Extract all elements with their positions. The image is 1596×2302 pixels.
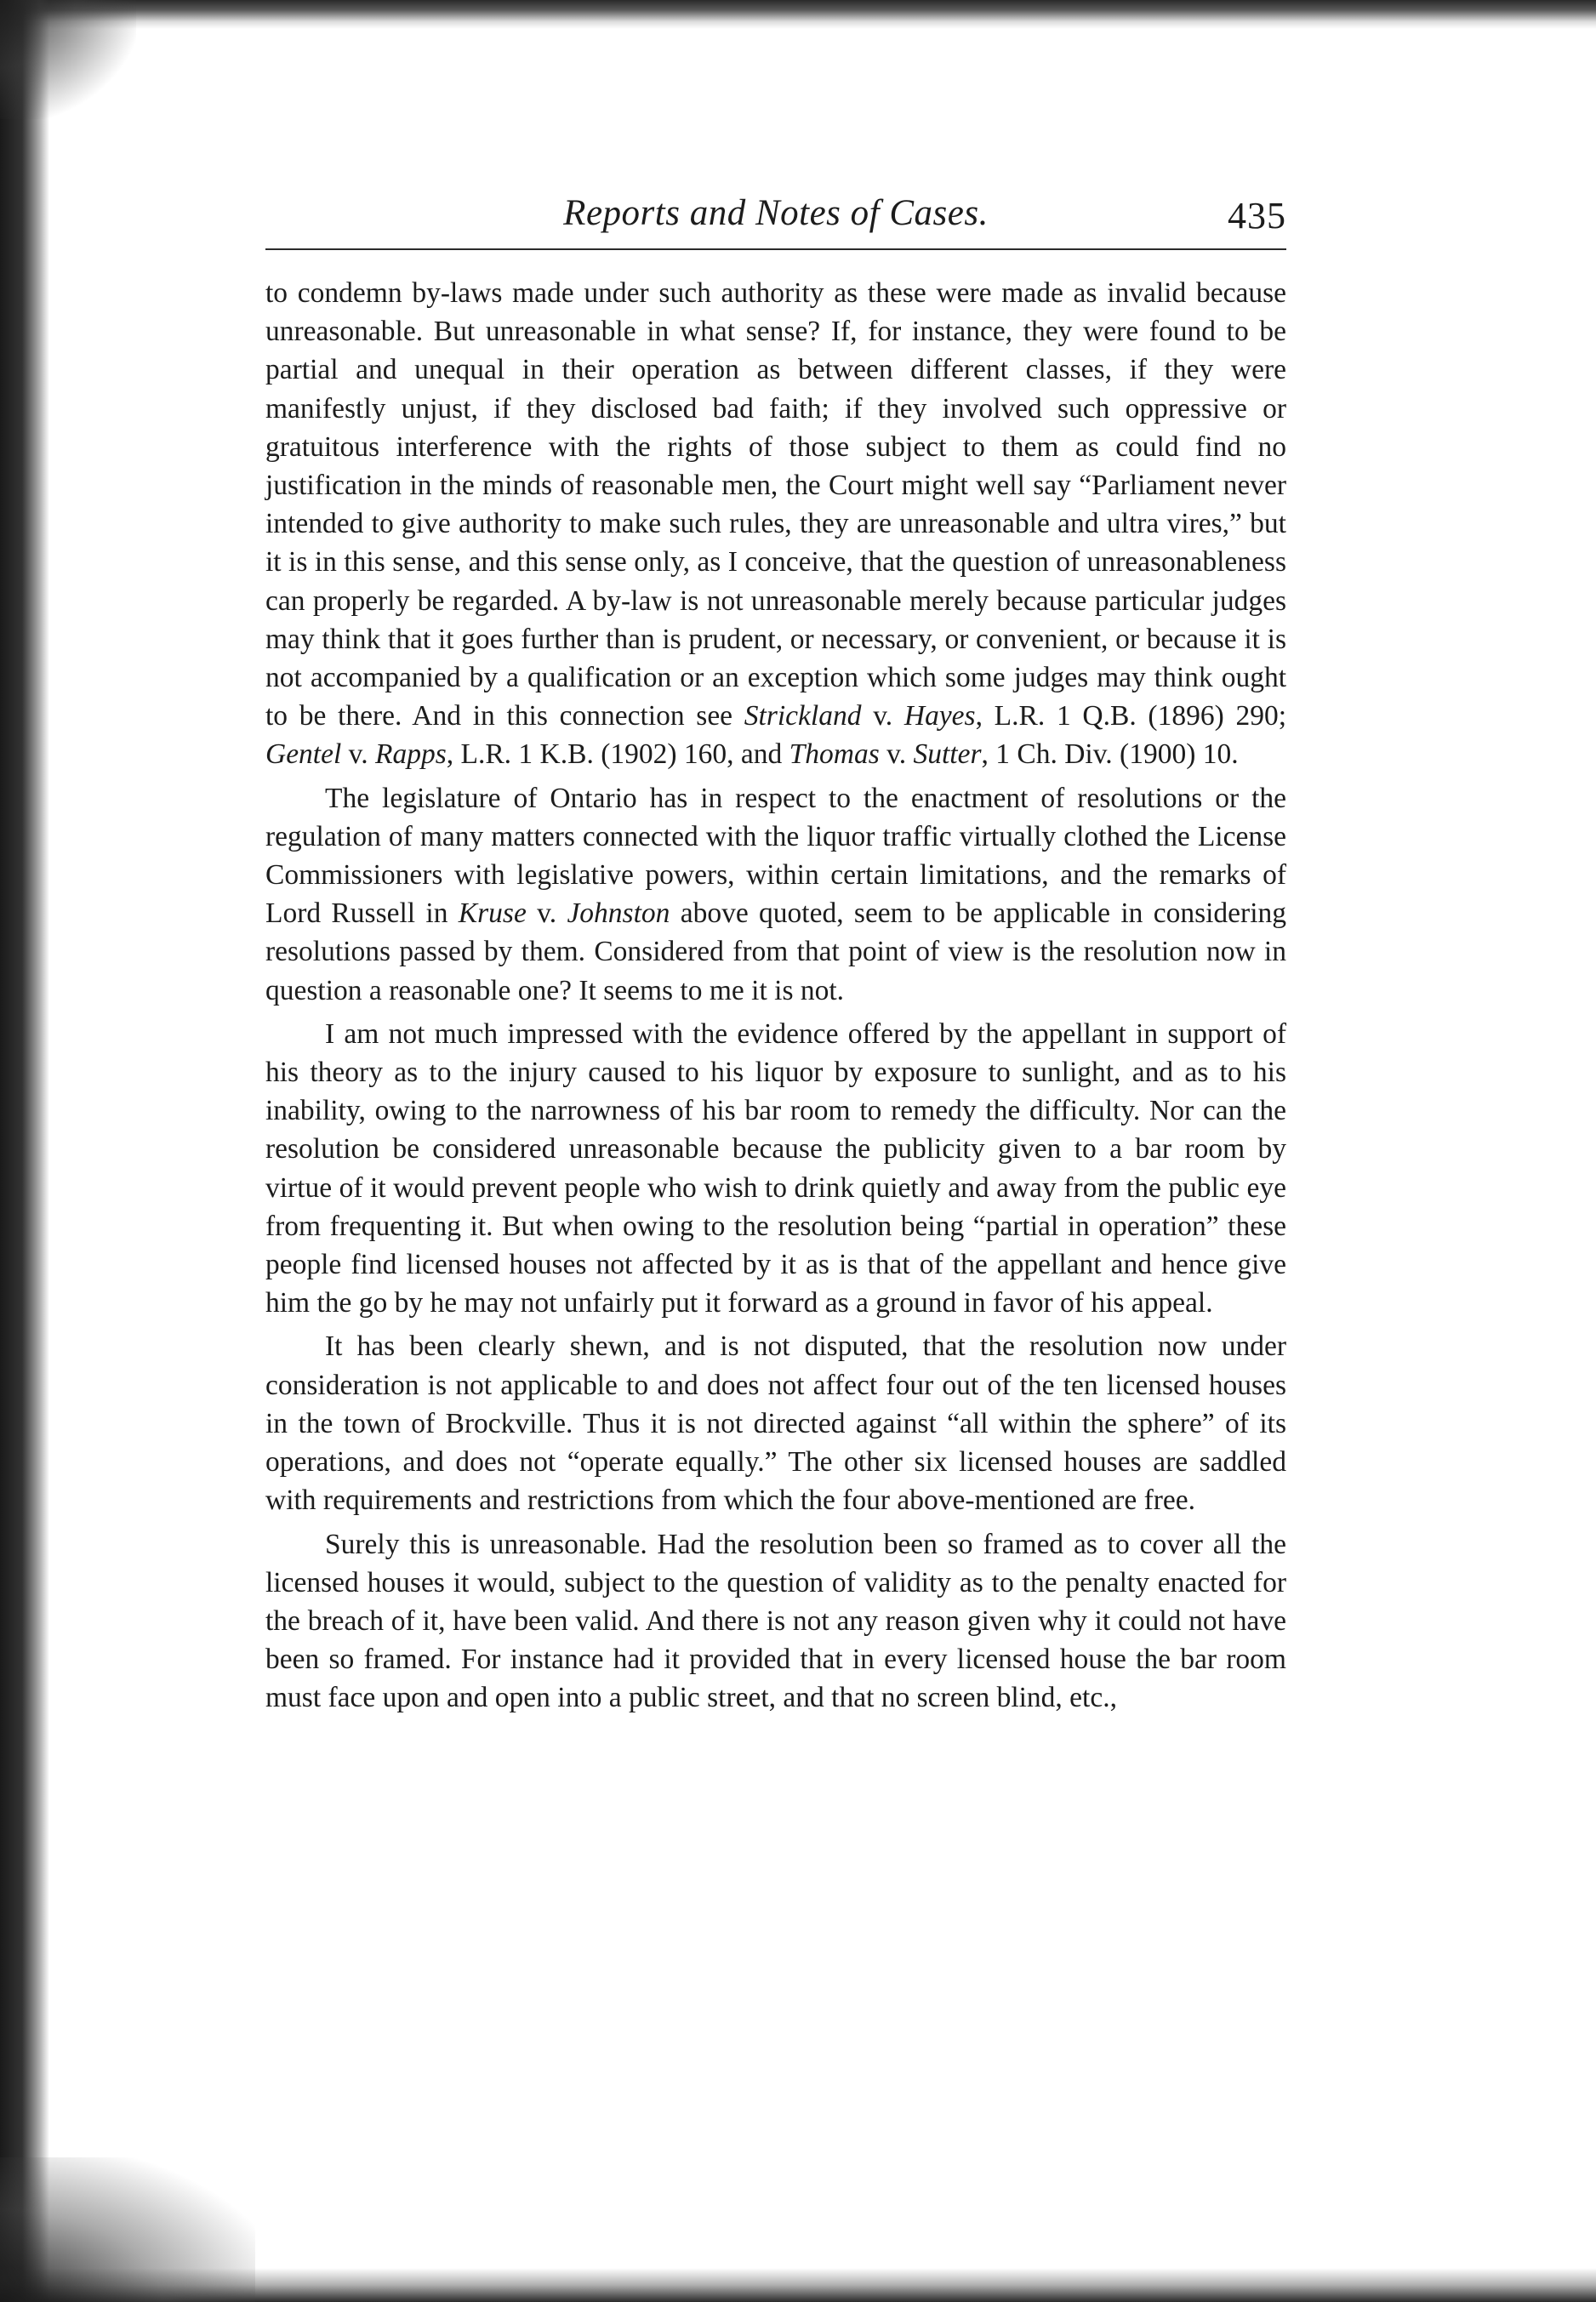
case-name: Strickland (744, 700, 862, 732)
scan-shadow-corner-bottom (0, 2157, 255, 2302)
running-head (265, 179, 1286, 243)
text-run: to condemn by-laws made under such authority as these were made as invalid because unreasonable. But unreasonable in what sense? If, for instance, they were found to be partial and unequal in their operation as between different classes, if they were manifestly unjust, if they disclosed bad faith; if they involved such oppressive or gratuitous interference with the rights of those subject to them as could find no justification in the minds of reasonable men, the Court might well say “Parliament never intended to give authority to make such rules, they are unreasonable and ultra vires,” but it is in this sense, and this sense only, as I conceive, that the question of unreasonableness can properly be regarded. A by-law is not unreasonable merely because particular judges may think that it goes further than is prudent, or necessary, or convenient, or because it is not accompanied by a qualification or an exception which some judges may think ought to be there. And in this connection see (265, 277, 1286, 732)
text-run: I am not much impressed with the evidence offered by the appellant in support of his theory as to the injury caused to his liquor by exposure to sunlight, and as to his inability, owing to the narrowness of his bar room to remedy the difficulty. Nor can the resolution be considered unreasonable because the publicity given to a bar room by virtue of it would prevent people who wish to drink quietly and away from the public eye from frequenting it. But when owing to the resolution being “partial in operation” these people find licensed houses not affected by it as is that of the appellant and hence give him the go by he may not unfairly put it forward as a ground in favor of his appeal. (265, 1017, 1286, 1319)
case-name: Gentel (265, 738, 342, 771)
paragraph-4 (265, 1327, 1286, 1519)
text-run: It has been clearly shewn, and is not disputed, that the resolution now under consideration is not applicable to and does not affect four out of the ten licensed houses in the town of Brockville. Thus it is not directed against “all within the sphere” of its operations, and does not “operate equally.” The other six licensed houses are saddled with requirements and restrictions from which the four above-mentioned are free. (265, 1330, 1286, 1517)
text-run: , 1 Ch. Div. (1900) 10. (981, 738, 1239, 771)
text-run: v. (341, 738, 375, 771)
scan-shadow-top (0, 0, 1596, 29)
page-content (265, 179, 1286, 1723)
case-name: Kruse (458, 897, 527, 930)
body-text (265, 274, 1286, 1718)
scan-shadow-corner-top (0, 0, 136, 119)
paragraph-3 (265, 1015, 1286, 1323)
case-name: Thomas (789, 738, 880, 771)
text-run: Surely this is unreasonable. Had the resolution been so framed as to cover all the licensed houses it would, subject to the question of validity as to the penalty enacted for the breach of it, have been valid. And there is not any reason given why it could not have been so framed. For instance had it provided that in every licensed house the bar room must face upon and open into a public street, and that no screen blind, etc., (265, 1528, 1286, 1714)
paragraph-1 (265, 274, 1286, 774)
running-title: Reports and Notes of Cases. (563, 193, 989, 233)
text-run: above quoted, seem to be applicable in considering resolutions passed by them. Considered from that point of view is the resolution now in question a reasonable one? It seems to me it is not. (265, 897, 1287, 1006)
page-number: 435 (1228, 195, 1286, 236)
header-rule (265, 248, 1286, 250)
case-name: Sutter (913, 738, 982, 771)
text-run: v. (526, 897, 567, 930)
paragraph-5 (265, 1525, 1286, 1718)
case-name: Rapps (375, 738, 447, 771)
text-run: , L.R. 1 Q.B. (1896) 290; (975, 700, 1287, 732)
text-run: The legislature of Ontario has in respect to the enactment of resolutions or the regulation of many matters connected with the liquor traffic virtually clothed the License Commissioners with legislative powers, within certain limitations, and the remarks of Lord Russell in (265, 782, 1286, 930)
case-name: Johnston (567, 897, 670, 930)
scan-shadow-left (0, 0, 49, 2302)
case-name: Hayes (903, 700, 976, 732)
text-run: , L.R. 1 K.B. (1902) 160, and (446, 738, 789, 771)
text-run: v. (861, 700, 904, 732)
text-run: v. (879, 738, 914, 771)
paragraph-2 (265, 779, 1286, 1010)
